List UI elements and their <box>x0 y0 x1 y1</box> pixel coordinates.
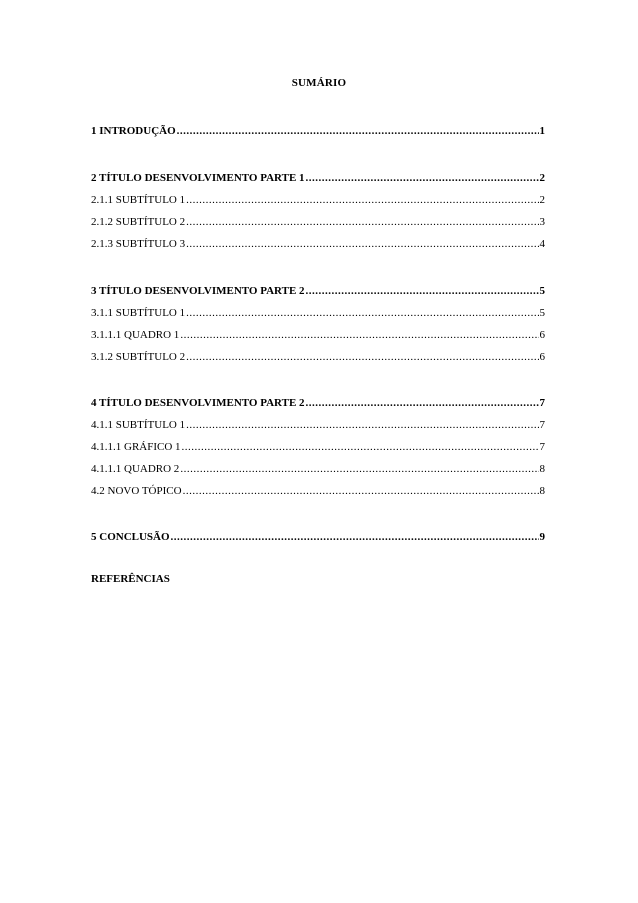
toc-entry-page: 7 <box>539 419 545 431</box>
dot-leader <box>186 350 538 364</box>
toc-entry-label: 3 TÍTULO DESENVOLVIMENTO PARTE 2 <box>91 285 305 297</box>
toc-entry-page: 2 <box>539 194 545 206</box>
toc-entry[interactable] <box>91 284 545 298</box>
toc-entry-label: 3.1.1.1 QUADRO 1 <box>91 329 180 341</box>
toc-entry[interactable] <box>91 193 545 207</box>
toc-entry[interactable] <box>91 237 545 251</box>
toc-entry-page: 2 <box>539 172 545 184</box>
toc-entry[interactable] <box>91 530 545 544</box>
toc-entry[interactable] <box>91 396 545 410</box>
toc-entry[interactable] <box>91 328 545 342</box>
toc-entry-page: 4 <box>539 238 545 250</box>
toc-entry-page: 5 <box>539 307 545 319</box>
toc-entry-label: 2.1.3 SUBTÍTULO 3 <box>91 238 186 250</box>
toc-entry[interactable] <box>91 124 545 138</box>
dot-leader <box>171 530 539 544</box>
toc-entry[interactable] <box>91 418 545 432</box>
dot-leader <box>186 193 538 207</box>
toc-entry[interactable] <box>91 306 545 320</box>
toc-entry-label: 4.1.1.1 QUADRO 2 <box>91 463 180 475</box>
toc-entry[interactable] <box>91 171 545 185</box>
toc-entry[interactable] <box>91 462 545 476</box>
toc-entry-label: 4.1.1.1 GRÁFICO 1 <box>91 441 181 453</box>
toc-entry-label: 4 TÍTULO DESENVOLVIMENTO PARTE 2 <box>91 397 305 409</box>
toc-entry-label: 3.1.2 SUBTÍTULO 2 <box>91 351 186 363</box>
toc-entry-page: 8 <box>539 463 545 475</box>
toc-entry[interactable] <box>91 484 545 498</box>
toc-entry-label: 2.1.1 SUBTÍTULO 1 <box>91 194 186 206</box>
dot-leader <box>182 440 539 454</box>
dot-leader <box>186 215 538 229</box>
dot-leader <box>306 396 539 410</box>
toc-entry-label: 2.1.2 SUBTÍTULO 2 <box>91 216 186 228</box>
dot-leader <box>186 306 538 320</box>
toc-entry-page: 6 <box>539 351 545 363</box>
toc-title: SUMÁRIO <box>291 77 347 89</box>
dot-leader <box>180 462 538 476</box>
dot-leader <box>306 171 539 185</box>
dot-leader <box>177 124 539 138</box>
toc-entry[interactable] <box>91 350 545 364</box>
toc-entry-page: 1 <box>539 125 545 137</box>
toc-entry-page: 7 <box>539 397 545 409</box>
toc-entry-page: 7 <box>539 441 545 453</box>
toc-entry-page: 3 <box>539 216 545 228</box>
toc-entry-page: 6 <box>539 329 545 341</box>
toc-entry-label: REFERÊNCIAS <box>91 573 170 585</box>
toc-entry-page: 8 <box>539 485 545 497</box>
toc-entry-label: 1 INTRODUÇÃO <box>91 125 176 137</box>
toc-entry[interactable] <box>91 215 545 229</box>
toc-entry-label: 4.2 NOVO TÓPICO <box>91 485 182 497</box>
dot-leader <box>180 328 538 342</box>
dot-leader <box>186 418 538 432</box>
toc-entry[interactable] <box>91 572 545 586</box>
toc-entry-page: 5 <box>539 285 545 297</box>
toc-entry[interactable] <box>91 440 545 454</box>
dot-leader <box>186 237 538 251</box>
dot-leader <box>183 484 539 498</box>
toc-entry-label: 3.1.1 SUBTÍTULO 1 <box>91 307 186 319</box>
toc-entry-label: 5 CONCLUSÃO <box>91 531 170 543</box>
toc-entry-label: 4.1.1 SUBTÍTULO 1 <box>91 419 186 431</box>
toc-entry-label: 2 TÍTULO DESENVOLVIMENTO PARTE 1 <box>91 172 305 184</box>
dot-leader <box>306 284 539 298</box>
toc-entry-page: 9 <box>539 531 545 543</box>
